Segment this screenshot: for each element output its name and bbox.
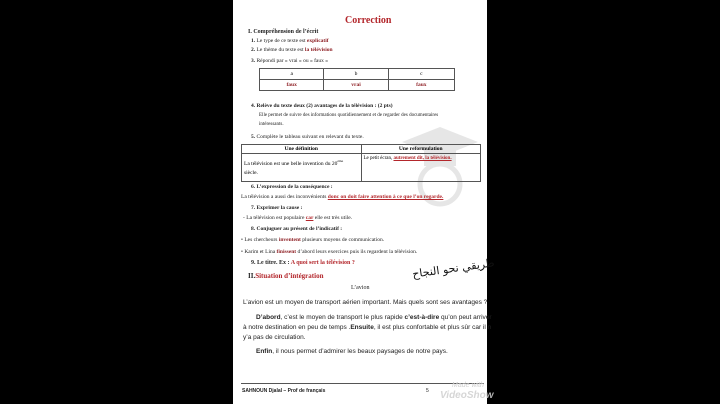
definition-line-1: La télévision est une belle invention du 20: [244, 160, 338, 167]
def-header-reformulation: Une reformulation: [361, 145, 481, 154]
bullet-icon: •: [241, 237, 243, 243]
vf-header-c: c: [388, 69, 454, 80]
def-cell-definition: [242, 154, 362, 182]
essay-connector-cest-a-dire: c’est-à-dire: [404, 314, 440, 321]
q3-number: 3.: [251, 58, 256, 64]
q4-answer-line-1: Elle permet de suivre des informations quotidiennement et de regarder des documentaires: [259, 113, 439, 118]
q4-number: 4.: [251, 103, 256, 109]
made-with-watermark: Made with: [452, 382, 484, 389]
essay-connector-dabord: D’abord: [256, 314, 281, 321]
vf-value-c: faux: [388, 80, 454, 91]
q2-text: Le thème du texte est: [256, 47, 305, 53]
vf-header-a: a: [260, 69, 324, 80]
definition-line-2: siècle.: [244, 169, 258, 176]
q7-answer-word: car: [305, 215, 314, 221]
q7-text: Exprimer la cause :: [256, 205, 303, 211]
q8-line-1-suffix: plusieurs moyens de communication.: [300, 237, 385, 243]
q4-text: Relève du texte deux (2) avantages de la télévision : (2 pts): [256, 103, 393, 109]
essay-p2-line-2: [243, 324, 491, 331]
question-3: [251, 58, 328, 64]
essay-p2-text-4: , il est plus confortable et plus sûr car il n: [373, 324, 492, 331]
q8-line-1: [241, 237, 384, 243]
footer-author: SAHNOUN Djalal – Prof de français: [242, 388, 326, 394]
vf-header-b: b: [324, 69, 388, 80]
definition-table: [241, 144, 481, 182]
q8-line-2: [241, 249, 417, 255]
q8-line-2-prefix: Karim et Lina: [244, 249, 277, 255]
q1-number: 1.: [251, 38, 256, 44]
q6-number: 6.: [251, 184, 256, 190]
question-4: [251, 103, 393, 109]
question-6: [251, 184, 333, 190]
q6-answer: donc on doit faire attention à ce que l’on regarde.: [327, 194, 444, 200]
q6-answer-line: [241, 194, 443, 200]
q7-answer-suffix: elle est très utile.: [313, 215, 353, 221]
q6-text: L’expression de la conséquence :: [256, 184, 333, 190]
q5-number: 5.: [251, 134, 256, 140]
essay-p3-text: , il nous permet d’admirer les beaux paysages de notre pays.: [272, 348, 448, 355]
essay-connector-enfin: Enfin: [256, 348, 273, 355]
section-1-heading: I. Compréhension de l’écrit: [248, 29, 319, 35]
q6-answer-prefix: La télévision a aussi des inconvénients: [241, 194, 328, 200]
q8-number: 8.: [251, 226, 256, 232]
section-2-title: Situation d’intégration: [255, 272, 324, 280]
definition-superscript: ème: [337, 159, 344, 164]
q8-line-1-prefix: Les chercheurs: [244, 237, 279, 243]
reformulation-answer: autrement dit, la télévision.: [393, 156, 452, 161]
question-8: [251, 226, 342, 232]
q8-line-1-verb: inventent: [278, 237, 301, 243]
def-header-definition: Une définition: [242, 145, 362, 154]
question-9: [251, 260, 355, 266]
vf-value-b: vrai: [324, 80, 388, 91]
q7-answer-line: [243, 215, 352, 221]
essay-p2-line-1: [256, 314, 492, 321]
question-2: [251, 47, 333, 53]
q1-answer: explicatif: [306, 38, 329, 44]
essay-p2-line-3: y’a pas de circulation.: [243, 334, 306, 341]
q9-label: Le titre. Ex :: [257, 260, 291, 266]
vf-value-a: faux: [260, 80, 324, 91]
footer-divider: [241, 383, 484, 384]
essay-p2-text-1: , c’est le moyen de transport le plus rapide: [280, 314, 405, 321]
q8-line-2-verb: finissent: [276, 249, 297, 255]
q9-answer: A quoi sert la télévision ?: [290, 260, 355, 266]
q2-number: 2.: [251, 47, 256, 53]
section-2-number: II.: [248, 272, 256, 280]
essay-p3-line: [256, 348, 448, 355]
essay-p2-text-2: qu’on peut arriver: [439, 314, 492, 321]
q2-answer: la télévision: [304, 47, 333, 53]
q4-answer-line-2: intéressants.: [259, 122, 284, 127]
q7-number: 7.: [251, 205, 256, 211]
arabic-stamp-text: طريقي نحو النجاح: [411, 256, 496, 281]
bullet-icon: •: [241, 249, 243, 255]
def-cell-reformulation: [361, 154, 481, 182]
essay-p2-text-3: à notre destination en peu de temps .: [243, 324, 351, 331]
essay-connector-ensuite: Ensuite: [350, 324, 374, 331]
q1-text: Le type de ce texte est: [256, 38, 307, 44]
section-2-heading: [248, 272, 323, 280]
q9-number: 9.: [251, 260, 256, 266]
q5-text: Complète le tableau suivant en relevant du texte.: [256, 134, 364, 140]
question-7: [251, 205, 302, 211]
question-5: [251, 134, 364, 140]
vrai-faux-table: [259, 68, 455, 91]
essay-paragraph-1: L’avion est un moyen de transport aérien important. Mais quels sont ses avantages ?: [243, 299, 488, 306]
videoshow-watermark: VideoShow: [440, 390, 494, 401]
question-1: [251, 38, 329, 44]
q7-answer-prefix: - La télévision est populaire: [243, 215, 306, 221]
essay-title: L’avion: [351, 285, 370, 291]
q8-text: Conjuguer au présent de l’indicatif :: [256, 226, 343, 232]
q8-line-2-suffix: d’abord leurs exercices puis ils regardent la télévision.: [296, 249, 418, 255]
doc-title: Correction: [345, 15, 392, 26]
page-number: 5: [426, 388, 429, 394]
q3-text: Répondi par « vrai » ou « faux »: [256, 58, 328, 64]
reformulation-prefix: Le petit écran,: [363, 156, 394, 161]
